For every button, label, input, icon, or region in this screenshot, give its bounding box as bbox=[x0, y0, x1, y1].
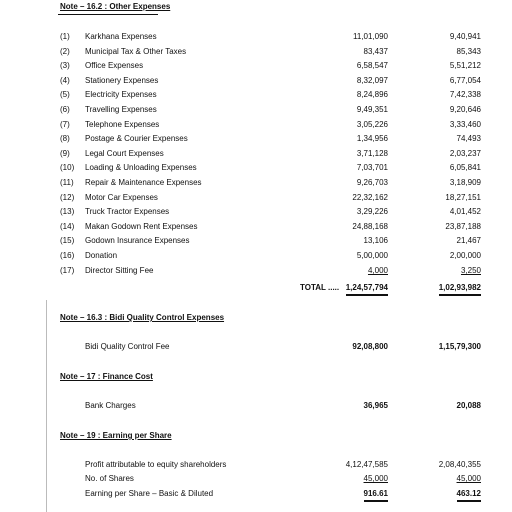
item-label: Donation bbox=[85, 251, 118, 260]
item-label: Office Expenses bbox=[85, 61, 144, 71]
item-label: Profit attributable to equity shareholders bbox=[85, 460, 227, 469]
note-16-3-heading: Note – 16.3 : Bidi Quality Control Expenses bbox=[60, 313, 225, 322]
table-row bbox=[0, 249, 512, 262]
total-row bbox=[0, 281, 512, 294]
table-row bbox=[0, 161, 512, 174]
item-value-current: 92,08,800 bbox=[352, 342, 388, 351]
item-value-previous: 3,18,909 bbox=[449, 178, 481, 187]
item-value-current: 9,26,703 bbox=[356, 178, 388, 187]
item-value-current: 916.61 bbox=[364, 487, 388, 502]
total-label: TOTAL ..... bbox=[300, 283, 340, 292]
table-row bbox=[0, 147, 512, 160]
item-label: No. of Shares bbox=[85, 474, 134, 483]
item-value-previous: 21,467 bbox=[456, 236, 481, 246]
item-value-previous: 2,00,000 bbox=[449, 251, 481, 260]
item-label: Makan Godown Rent Expenses bbox=[85, 221, 198, 231]
item-number: (2) bbox=[60, 46, 70, 56]
item-value-current: 5,00,000 bbox=[356, 251, 388, 260]
item-label: Karkhana Expenses bbox=[85, 32, 157, 41]
item-label: Loading & Unloading Expenses bbox=[85, 163, 197, 173]
item-value-current: 3,29,226 bbox=[356, 207, 388, 217]
item-number: (15) bbox=[60, 236, 75, 246]
item-value-current: 45,000 bbox=[363, 474, 388, 483]
note-17-heading: Note – 17 : Finance Cost bbox=[60, 372, 153, 381]
item-value-previous: 74,493 bbox=[456, 134, 481, 144]
item-label: Bidi Quality Control Fee bbox=[85, 342, 170, 351]
table-row bbox=[0, 103, 512, 116]
item-value-current: 6,58,547 bbox=[356, 61, 388, 71]
table-row bbox=[0, 74, 512, 87]
note-16-2-heading: Note – 16.2 : Other Expenses bbox=[60, 2, 171, 11]
item-number: (1) bbox=[60, 32, 70, 41]
finance-cost-row bbox=[0, 399, 512, 412]
item-number: (6) bbox=[60, 105, 70, 114]
table-row bbox=[0, 205, 512, 218]
item-value-current: 83,437 bbox=[363, 46, 388, 56]
item-label: Godown Insurance Expenses bbox=[85, 236, 190, 246]
table-row bbox=[0, 191, 512, 204]
item-value-previous: 6,05,841 bbox=[449, 163, 481, 173]
item-number: (8) bbox=[60, 134, 70, 144]
item-number: (3) bbox=[60, 61, 70, 71]
item-value-current: 24,88,168 bbox=[352, 221, 388, 231]
item-label: Postage & Courier Expenses bbox=[85, 134, 188, 144]
note-19-heading: Note – 19 : Earning per Share bbox=[60, 431, 172, 440]
item-value-current: 9,49,351 bbox=[356, 105, 388, 114]
quality-control-row bbox=[0, 340, 512, 353]
item-number: (9) bbox=[60, 148, 70, 158]
item-value-current: 22,32,162 bbox=[352, 192, 388, 202]
item-label: Director Sitting Fee bbox=[85, 265, 154, 275]
item-number: (7) bbox=[60, 119, 70, 129]
item-label: Truck Tractor Expenses bbox=[85, 207, 170, 217]
top-rule bbox=[58, 14, 158, 15]
table-row bbox=[0, 30, 512, 43]
item-number: (10) bbox=[60, 163, 75, 173]
item-number: (13) bbox=[60, 207, 75, 217]
item-value-current: 11,01,090 bbox=[353, 32, 388, 41]
item-label: Electricity Expenses bbox=[85, 90, 157, 100]
item-value-previous: 1,15,79,300 bbox=[438, 342, 481, 351]
table-row bbox=[0, 264, 512, 277]
table-row bbox=[0, 88, 512, 101]
item-label: Motor Car Expenses bbox=[85, 192, 158, 202]
item-number: (14) bbox=[60, 221, 75, 231]
total-value-previous: 1,02,93,982 bbox=[439, 281, 481, 296]
item-label: Legal Court Expenses bbox=[85, 148, 164, 158]
item-value-previous: 463.12 bbox=[457, 487, 481, 502]
item-value-previous: 23,87,188 bbox=[445, 221, 481, 231]
item-label: Earning per Share – Basic & Diluted bbox=[85, 489, 214, 498]
item-value-previous: 2,08,40,355 bbox=[438, 460, 481, 469]
table-row bbox=[0, 234, 512, 247]
table-row bbox=[0, 132, 512, 145]
item-value-current: 3,05,226 bbox=[356, 119, 388, 129]
total-value-current: 1,24,57,794 bbox=[346, 281, 388, 296]
item-value-previous: 3,33,460 bbox=[449, 119, 481, 129]
table-row bbox=[0, 45, 512, 58]
item-number: (17) bbox=[60, 265, 75, 275]
item-value-previous: 5,51,212 bbox=[449, 61, 481, 71]
eps-row-profit bbox=[0, 458, 512, 471]
item-value-current: 13,106 bbox=[363, 236, 388, 246]
item-label: Telephone Expenses bbox=[85, 119, 160, 129]
item-value-current: 4,12,47,585 bbox=[345, 460, 388, 469]
table-row bbox=[0, 118, 512, 131]
eps-row-eps bbox=[0, 487, 512, 500]
item-value-previous: 3,250 bbox=[460, 265, 481, 275]
item-value-current: 3,71,128 bbox=[356, 148, 388, 158]
item-value-previous: 9,20,646 bbox=[449, 105, 481, 114]
item-number: (12) bbox=[60, 192, 75, 202]
item-value-current: 4,000 bbox=[367, 265, 388, 275]
item-label: Travelling Expenses bbox=[85, 105, 157, 114]
item-value-previous: 20,088 bbox=[456, 401, 481, 410]
item-value-current: 1,34,956 bbox=[356, 134, 388, 144]
item-label: Municipal Tax & Other Taxes bbox=[85, 46, 187, 56]
item-number: (5) bbox=[60, 90, 70, 100]
item-value-previous: 9,40,941 bbox=[449, 32, 481, 41]
item-number: (16) bbox=[60, 251, 75, 260]
item-value-previous: 7,42,338 bbox=[449, 90, 481, 100]
item-value-previous: 45,000 bbox=[456, 474, 481, 483]
item-value-current: 8,32,097 bbox=[356, 75, 388, 85]
table-row bbox=[0, 220, 512, 233]
item-value-previous: 18,27,151 bbox=[445, 192, 481, 202]
item-value-previous: 85,343 bbox=[456, 46, 481, 56]
item-value-previous: 6,77,054 bbox=[449, 75, 481, 85]
item-value-current: 7,03,701 bbox=[356, 163, 388, 173]
item-value-previous: 2,03,237 bbox=[449, 148, 481, 158]
item-value-current: 36,965 bbox=[363, 401, 388, 410]
table-row bbox=[0, 176, 512, 189]
eps-row-shares bbox=[0, 472, 512, 485]
item-value-current: 8,24,896 bbox=[356, 90, 388, 100]
item-label: Bank Charges bbox=[85, 401, 136, 410]
item-label: Repair & Maintenance Expenses bbox=[85, 178, 202, 187]
table-row bbox=[0, 59, 512, 72]
item-value-previous: 4,01,452 bbox=[449, 207, 481, 217]
item-number: (11) bbox=[60, 178, 74, 187]
item-number: (4) bbox=[60, 75, 70, 85]
item-label: Stationery Expenses bbox=[85, 75, 159, 85]
